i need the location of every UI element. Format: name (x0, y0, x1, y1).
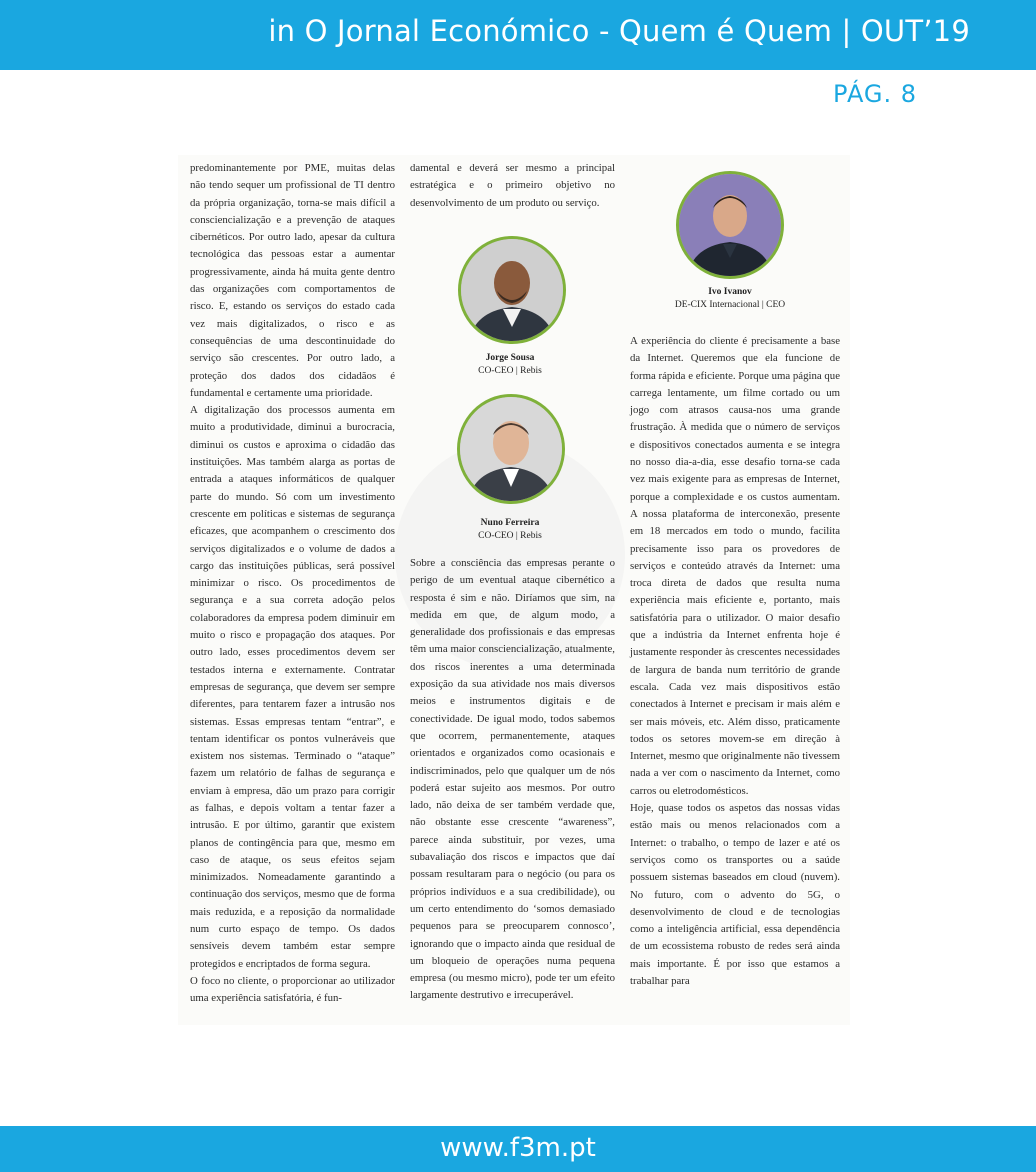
website-link[interactable]: www.f3m.pt (440, 1133, 596, 1163)
page-number: PÁG. 8 (833, 80, 918, 108)
portrait-nuno-ferreira (457, 394, 565, 504)
person-name: Nuno Ferreira (480, 518, 540, 528)
caption-nuno-ferreira (455, 517, 565, 543)
article-column-1 (190, 160, 395, 1008)
person-name: Ivo Ivanov (708, 287, 752, 297)
paragraph: Sobre a consciência das empresas perante o perigo de um eventual ataque cibernético a resposta é sim e não. Diríamos que sim, na medida em que, de algum modo, a generalidade dos profissionais e das empresas têm uma maior consciencialização, atualmente, dos riscos inerentes a uma determinada exposição da sua atividade nos mais diversos meios e instrumentos digitais e de conectividade. De igual modo, todos sabemos que ocorrem, permanentemente, ataques orientados e organizados como ocasionais e indiscriminados, pelo que qualquer um de nós poderá estar sujeito aos mesmos. Por outro lado, não deixa de ser também verdade que, não obstante esse crescente “awareness”, parece ainda substituir, por vezes, uma subavaliação dos riscos e impactos que daí possam resultaram para o negócio (ou para os próprios indivíduos e a sua credibilidade), ou um certo entendimento do ‘somos demasiado pequenos para se preocuparem connosco’, ignorando que o impacto ainda que residual de um bloqueio de operações numa pequena empresa (ou mesmo micro), pode ter um efeito largamente destrutivo e irrecuperável. (410, 557, 615, 1002)
caption-ivo-ivanov (665, 286, 795, 312)
portrait-jorge-sousa (458, 236, 566, 344)
person-role: DE-CIX Internacional | CEO (674, 300, 786, 310)
article-column-2 (410, 555, 615, 1005)
person-role: CO-CEO | Rebis (478, 531, 542, 541)
paragraph: O foco no cliente, o proporcionar ao utilizador uma experiência satisfatória, é fun- (190, 974, 395, 1005)
person-role: CO-CEO | Rebis (478, 366, 542, 376)
paragraph: Hoje, quase todos os aspetos das nossas vidas estão mais ou menos relacionados com a Internet: o trabalho, o tempo de lazer e até os serviços como os transportes ou a saúde possuem sistemas baseados em cloud (nuvem). No futuro, com o advento do 5G, o desenvolvimento de cloud e de tecnologias como a inteligência artificial, essa dependência de um ecossistema robusto de redes será ainda mais importante. É por isso que estamos a trabalhar para (630, 802, 840, 987)
person-name: Jorge Sousa (485, 353, 535, 363)
paragraph: predominantemente por PME, muitas delas não tendo sequer um profissional de TI dentro da própria organização, torna-se mais difícil a consciencialização e a prevenção de ataques cibernéticos. Por outro lado, apesar da cultura tecnológica das pessoas estar a aumentar progressivamente, ainda há muita gente dentro das organizações com comportamentos de risco. E, estando os serviços do estado cada vez mais digitalizados, o risco e as consequências de uma descontinuidade do serviço são crescentes. Por outro lado, a proteção dos dados dos cidadãos é fundamental e certamente uma prioridade. (190, 162, 395, 399)
portrait-ivo-ivanov (676, 171, 784, 279)
paragraph: damental e deverá ser mesmo a principal estratégica e o primeiro objetivo no desenvolvimento de um produto ou serviço. (410, 162, 615, 209)
paragraph: A digitalização dos processos aumenta em muito a produtividade, diminui a burocracia, diminui os custos e aproxima o cidadão das instituições. Mas também alarga as portas de entrada a ataques informáticos de qualquer parte do mundo. Só com um investimento crescente em políticas e sistemas de segurança eficazes, que acompanhem o crescimento dos serviços digitalizados e o volume de dados a cargo das instituições públicas, será possível minimizar o risco. Os procedimentos de segurança e a sua correta adoção pelos colaboradores da empresa podem diminuir em muito o risco e propagação dos ataques. Por outro lado, esses procedimentos devem ser testados interna e externamente. Contratar empresas de segurança, que devem ser sempre diferentes, para tentarem fazer a intrusão nos sistemas. Essas empresas tentam “entrar”, e tentam identificar os pontos vulneráveis que existem nos sistemas. Terminado o “ataque” fazem um relatório de falhas de segurança e enviam à empresa, dão um prazo para corrigir as falhas, e depois voltam a tentar fazer a intrusão. E por último, garantir que existem planos de contingência para que, mesmo em caso de ataque, os seus efeitos sejam minimizados. Nomeadamente garantindo a continuação dos serviços, mesmo que de forma mais reduzida, e a reposição da normalidade num curto espaço de tempo. Os dados sensíveis devem também estar sempre protegidos e encriptados de forma segura. (190, 404, 395, 970)
paragraph: A experiência do cliente é precisamente a base da Internet. Queremos que ela funcione de forma rápida e eficiente. Porque uma página que carrega lentamente, um filme cortado ou um jogo com atrasos causa-nos uma grande frustração. À medida que o número de serviços e dispositivos conectados aumenta e se integra no nosso dia-a-dia, esse desafio torna-se cada vez mais exigente para as empresas de Internet, porque a complexidade e os custos aumentam. A nossa plataforma de interconexão, presente em 18 mercados em todo o mundo, facilita precisamente isso para os provedores de serviços e conteúdo através da Internet: uma troca direta de dados que resulta numa experiência mais eficiente e, portanto, mais satisfatória para o utilizador. O maior desafio que a indústria da Internet enfrenta hoje é justamente responder às crescentes necessidades de largura de banda num território de grande escala. Cada vez mais dispositivos estão conectados à Internet e precisam ir mais além e ser mais móveis, etc. Além disso, praticamente todos os setores movem-se em direção à Internet, mesmo que originalmente não tivessem nada a ver com o nascimento da Internet, como carros ou eletrodomésticos. (630, 335, 840, 797)
publication-title: in O Jornal Económico - Quem é Quem | OUT’19 (268, 14, 970, 48)
article-column-2-intro (410, 160, 615, 212)
article-column-3 (630, 333, 840, 990)
caption-jorge-sousa (455, 352, 565, 378)
